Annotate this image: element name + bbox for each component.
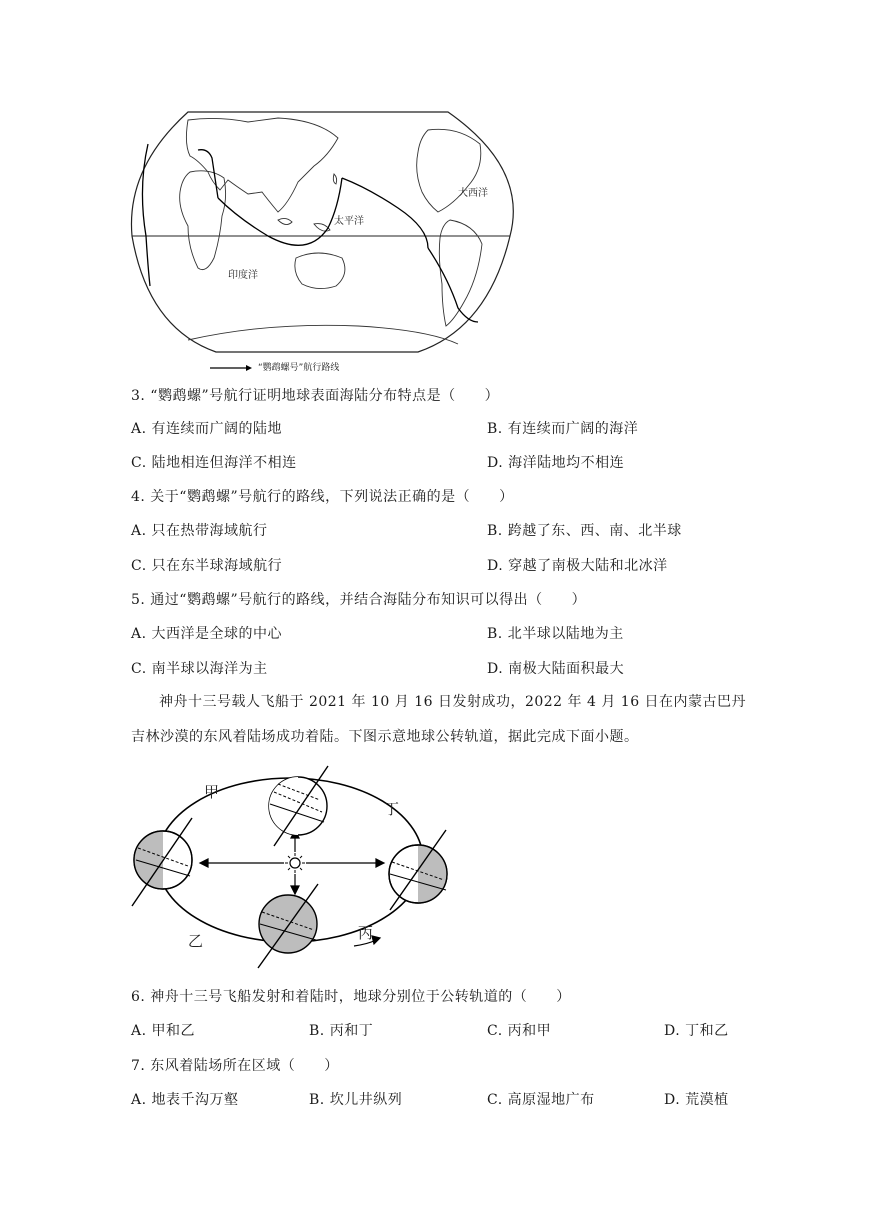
- map-label-pacific: 太平洋: [334, 216, 364, 227]
- orbit-label-ding: 丁: [384, 800, 400, 818]
- question-5-option-b: B. 北半球以陆地为主: [487, 626, 624, 642]
- question-3-option-b: B. 有连续而广阔的海洋: [487, 421, 639, 437]
- question-6-option-c: C. 丙和甲: [487, 1023, 552, 1039]
- question-3-option-c: C. 陆地相连但海洋不相连: [131, 455, 297, 471]
- question-4-option-b: B. 跨越了东、西、南、北半球: [487, 523, 682, 539]
- question-6-stem: 6. 神舟十三号飞船发射和着陆时，地球分别位于公转轨道的（ ）: [131, 989, 571, 1005]
- earth-left: [132, 818, 192, 906]
- orbit-label-yi: 乙: [188, 932, 204, 950]
- question-4-option-d: D. 穿越了南极大陆和北冰洋: [487, 558, 668, 574]
- map-legend-label: “鹦鹉螺号”航行路线: [258, 363, 340, 373]
- question-5-stem: 5. 通过“鹦鹉螺”号航行的路线，并结合海陆分布知识可以得出（ ）: [131, 592, 587, 608]
- orbit-diagram: [128, 762, 458, 972]
- map-label-atlantic: 大西洋: [458, 188, 488, 199]
- question-7-option-d: D. 荒漠植: [664, 1092, 729, 1108]
- question-7-option-c: C. 高原湿地广布: [487, 1092, 595, 1108]
- earth-right: [389, 830, 447, 910]
- question-4-stem: 4. 关于“鹦鹉螺”号航行的路线，下列说法正确的是（ ）: [131, 489, 514, 505]
- question-6-option-b: B. 丙和丁: [309, 1023, 374, 1039]
- world-map-figure: [128, 108, 516, 376]
- question-3-stem: 3. “鹦鹉螺”号航行证明地球表面海陆分布特点是（ ）: [131, 388, 500, 404]
- map-legend: [210, 360, 410, 374]
- world-map: [128, 108, 516, 376]
- question-3-option-d: D. 海洋陆地均不相连: [487, 455, 625, 471]
- orbit-svg: [128, 762, 458, 972]
- question-6-option-a: A. 甲和乙: [131, 1023, 196, 1039]
- sun-icon: [285, 853, 305, 873]
- route-arrow-icon: [210, 363, 252, 373]
- passage-line-1: 神舟十三号载人飞船于 2021 年 10 月 16 日发射成功，2022 年 4 月 16 日在内蒙古巴丹: [159, 694, 747, 710]
- map-label-indian: 印度洋: [228, 270, 258, 281]
- question-4-option-c: C. 只在东半球海域航行: [131, 558, 283, 574]
- question-5-option-a: A. 大西洋是全球的中心: [131, 626, 283, 642]
- question-3-option-a: A. 有连续而广阔的陆地: [131, 421, 283, 437]
- question-7-stem: 7. 东风着陆场所在区域（ ）: [131, 1058, 339, 1074]
- orbit-label-bing: 丙: [358, 924, 374, 942]
- passage-line-2: 吉林沙漠的东风着陆场成功着陆。下图示意地球公转轨道，据此完成下面小题。: [131, 729, 639, 745]
- question-5-option-c: C. 南半球以海洋为主: [131, 661, 268, 677]
- earth-bottom: [258, 884, 318, 968]
- question-6-option-d: D. 丁和乙: [664, 1023, 729, 1039]
- question-4-option-a: A. 只在热带海域航行: [131, 523, 268, 539]
- question-7-option-b: B. 坎儿井纵列: [309, 1092, 403, 1108]
- orbit-label-jia: 甲: [204, 783, 220, 801]
- question-7-option-a: A. 地表千沟万壑: [131, 1092, 239, 1108]
- question-5-option-d: D. 南极大陆面积最大: [487, 661, 625, 677]
